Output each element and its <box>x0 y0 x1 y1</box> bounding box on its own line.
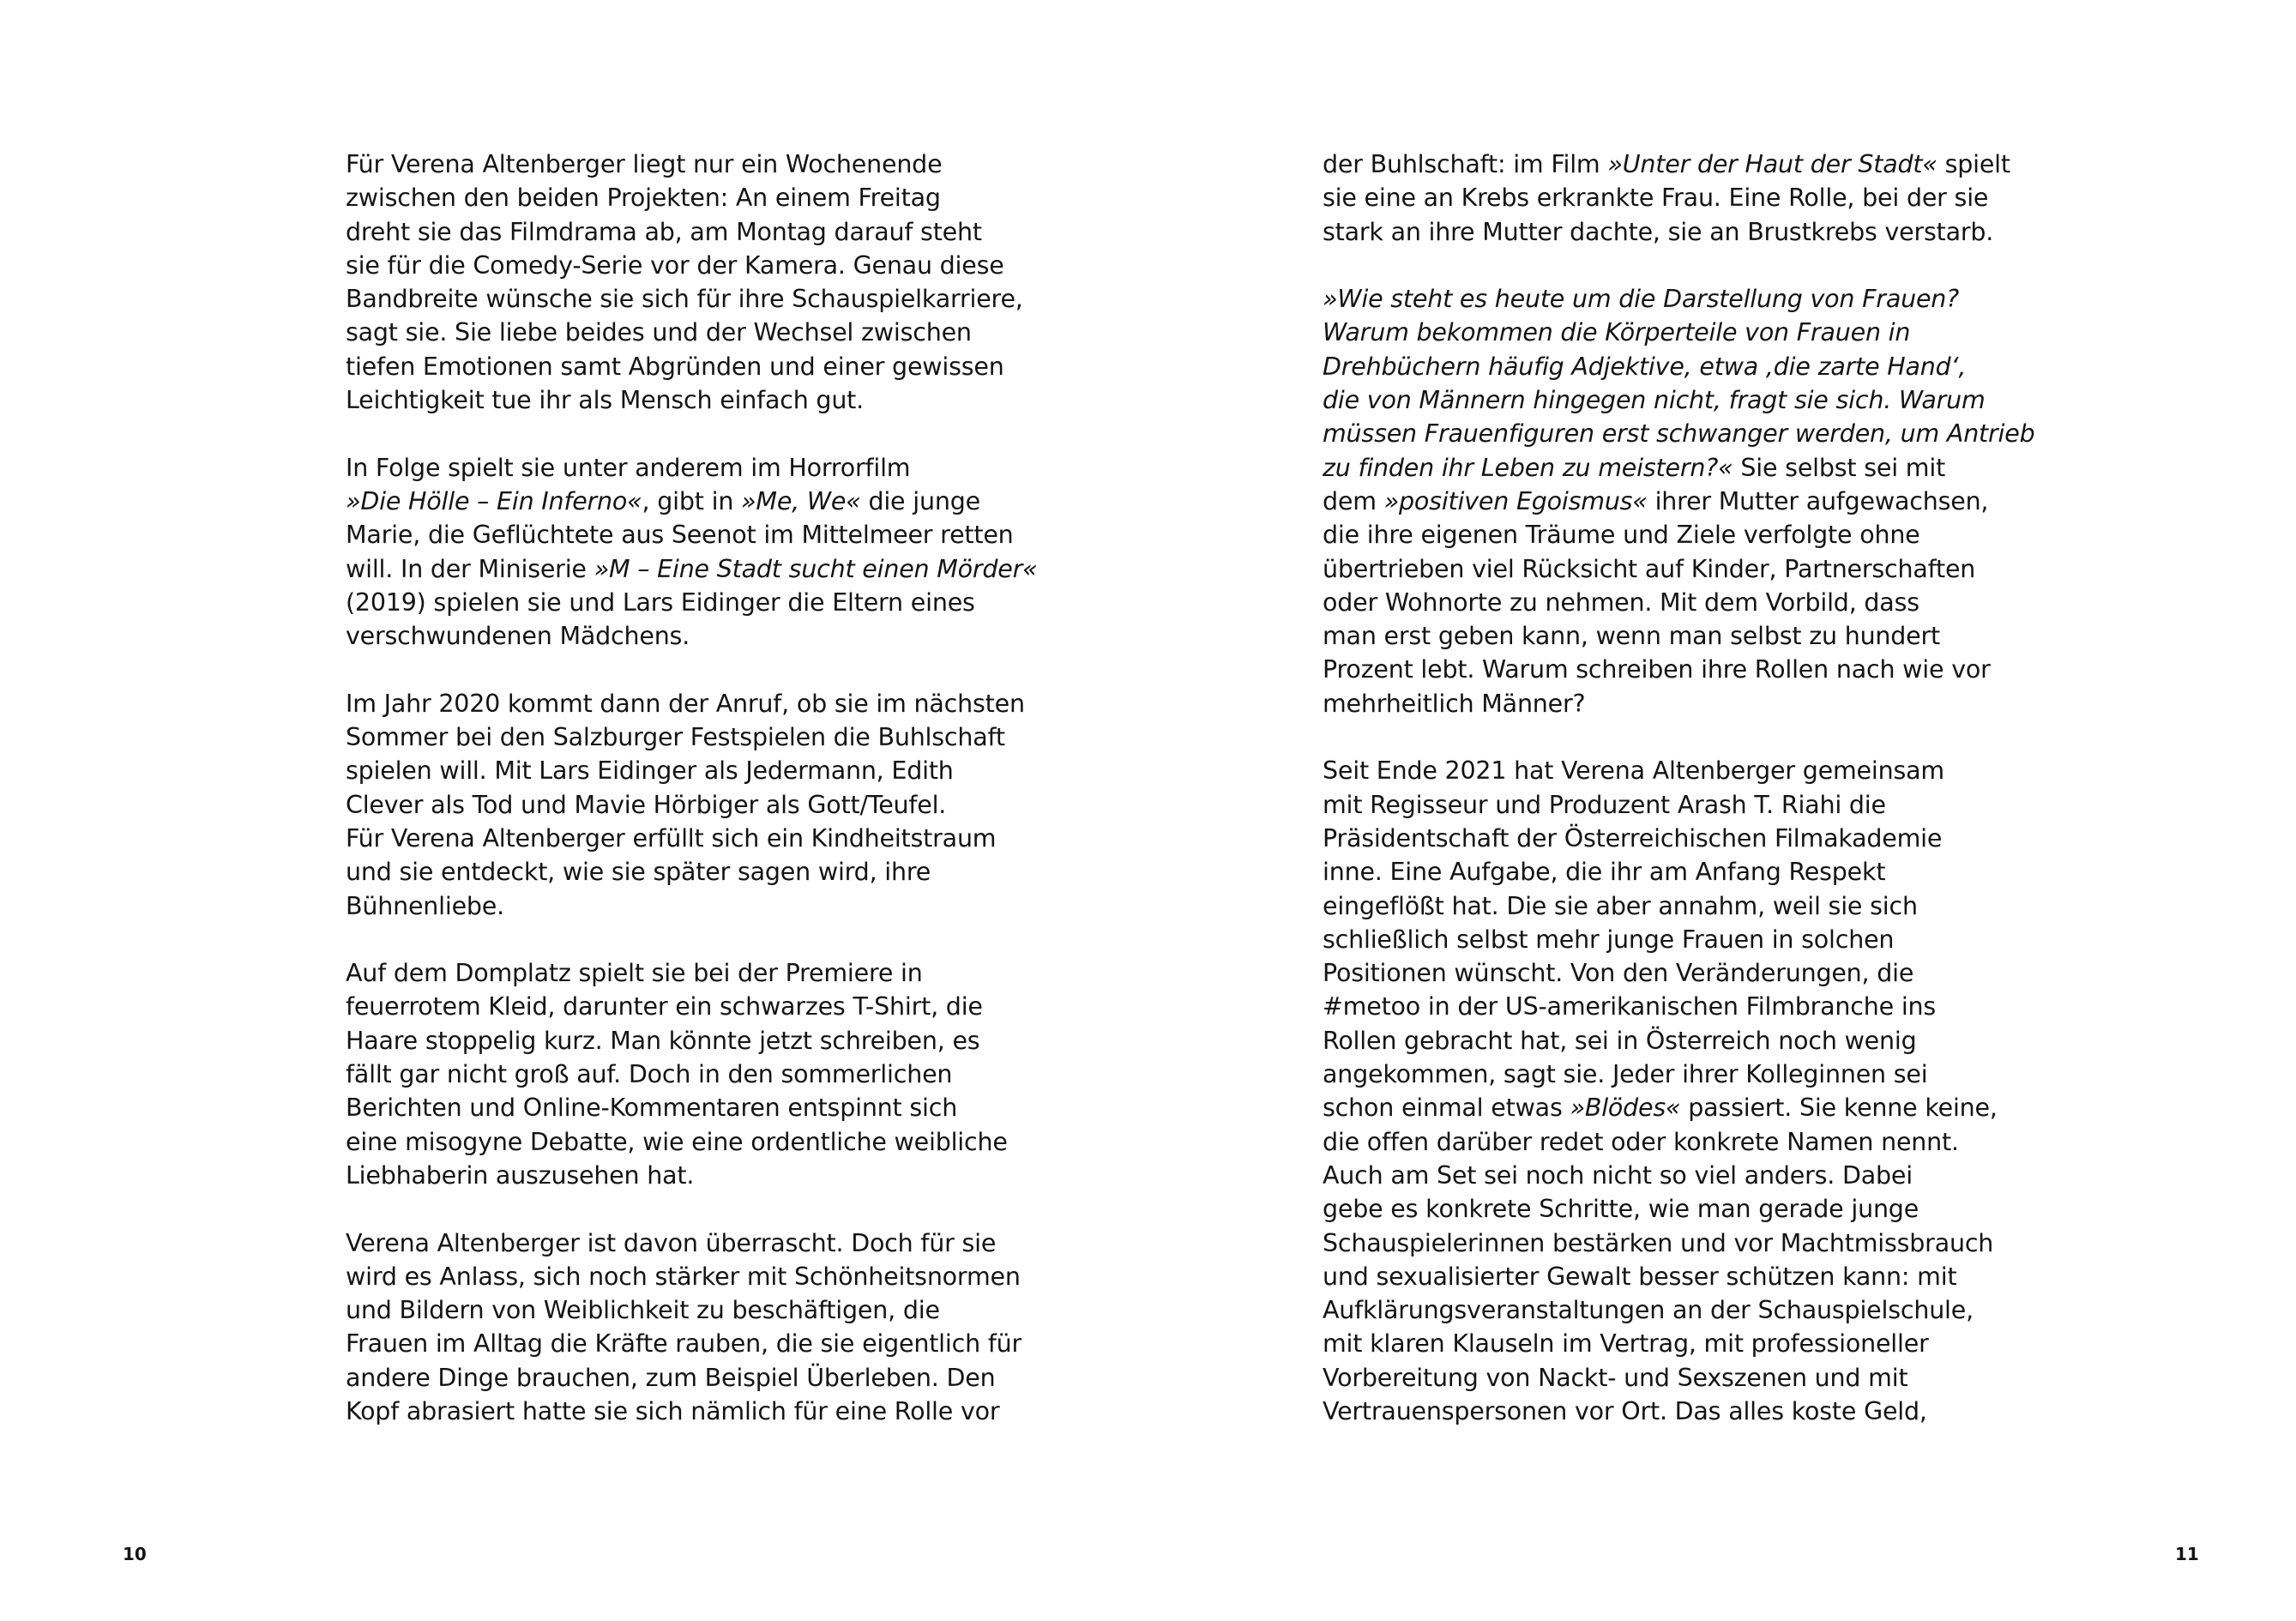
text-run: sagt sie. Sie liebe beides und der Wechsel zwischen <box>346 318 972 347</box>
text-line <box>346 350 1015 383</box>
text-run: Liebhaberin auszusehen hat. <box>346 1160 695 1190</box>
text-run: Bühnenliebe. <box>346 891 504 920</box>
text-line <box>346 383 1015 417</box>
text-run: Vorbereitung von Nackt- und Sexszenen und mit <box>1323 1363 1908 1392</box>
text-line <box>1323 990 1992 1023</box>
italic-run: »Die Hölle – Ein Inferno« <box>346 486 642 515</box>
text-run: mit Regisseur und Produzent Arash T. Riahi die <box>1323 790 1886 819</box>
text-line <box>346 1327 1022 1360</box>
text-line <box>346 956 1015 990</box>
text-run: Rollen gebracht hat, sei in Österreich noch wenig <box>1323 1026 1917 1055</box>
italic-run: »Blödes« <box>1570 1094 1681 1123</box>
text-line <box>1323 148 2010 181</box>
text-run: Aufklärungsveranstaltungen an der Schauspielschule, <box>1323 1296 1974 1325</box>
text-line <box>1323 1058 1992 1091</box>
text-run: inne. Eine Aufgabe, die ihr am Anfang Respekt <box>1323 858 1886 887</box>
text-run: Im Jahr 2020 kommt dann der Anruf, ob sie im nächsten <box>346 689 1025 718</box>
text-line <box>1323 1260 1992 1293</box>
text-line <box>1323 485 1992 518</box>
page-number-left: 10 <box>123 1544 147 1564</box>
italic-run: müssen Frauenfiguren erst schwanger werden, um Antrieb <box>1323 419 2035 449</box>
text-run: Bandbreite wünsche sie sich für ihre Schauspielkarriere, <box>346 285 1023 314</box>
text-run: angekommen, sagt sie. Jeder ihrer Kolleginnen sei <box>1323 1060 1928 1089</box>
paragraph <box>1323 148 2010 249</box>
text-line <box>1323 889 1992 923</box>
text-run: spielt <box>1937 150 2010 178</box>
text-line <box>346 1226 1015 1260</box>
text-run: Kopf abrasiert hatte sie sich nämlich für eine Rolle vor <box>346 1396 1000 1425</box>
italic-run: »positiven Egoismus« <box>1383 486 1648 515</box>
text-run: feuerrotem Kleid, darunter ein schwarzes T-Shirt, die <box>346 992 983 1021</box>
text-line <box>346 518 1015 551</box>
text-line <box>1323 383 1992 417</box>
text-run: Präsidentschaft der Österreichischen Filmakademie <box>1323 823 1943 853</box>
text-run: dreht sie das Filmdrama ab, am Montag darauf steht <box>346 217 982 246</box>
text-run: Vertrauenspersonen vor Ort. Das alles koste Geld, <box>1323 1396 1927 1425</box>
text-line <box>1323 181 1992 214</box>
text-run: man erst geben kann, wenn man selbst zu hundert <box>1323 622 1941 651</box>
text-line <box>346 316 1015 349</box>
text-run: schließlich selbst mehr junge Frauen in solchen <box>1323 925 1895 954</box>
text-line <box>346 1159 1015 1192</box>
text-line <box>346 181 1015 214</box>
text-run: Clever als Tod und Mavie Hörbiger als Gott/Teufel. <box>346 790 947 819</box>
text-line <box>1323 1226 1992 1260</box>
text-run: Frauen im Alltag die Kräfte rauben, die sie eigentlich für <box>346 1329 1022 1359</box>
text-run: Schauspielerinnen bestärken und vor Machtmissbrauch <box>1323 1228 1994 1257</box>
text-line <box>1323 1024 1992 1058</box>
text-run: mit klaren Klauseln im Vertrag, mit professioneller <box>1323 1329 1929 1359</box>
text-run: Auf dem Domplatz spielt sie bei der Premiere in <box>346 959 923 988</box>
text-line <box>1323 653 1992 686</box>
text-run: die ihre eigenen Träume und Ziele verfolgte ohne <box>1323 521 1920 550</box>
text-line <box>346 720 1015 754</box>
text-run: Für Verena Altenberger liegt nur ein Wochenende <box>346 150 943 178</box>
text-line <box>1323 956 1992 990</box>
text-line <box>1323 282 1992 316</box>
text-line <box>1323 1293 1992 1327</box>
text-line <box>1323 1361 1992 1395</box>
text-run: und Bildern von Weiblichkeit zu beschäftigen, die <box>346 1296 940 1325</box>
text-run: stark an ihre Mutter dachte, sie an Brustkrebs verstarb. <box>1323 217 1994 246</box>
text-line <box>1323 687 1992 720</box>
text-line <box>346 855 1015 889</box>
paragraph <box>346 451 1038 654</box>
text-line <box>346 485 1015 518</box>
text-line <box>346 282 1023 316</box>
text-line <box>1323 350 1992 383</box>
text-run: oder Wohnorte zu nehmen. Mit dem Vorbild, dass <box>1323 588 1919 617</box>
text-line <box>1323 1327 1992 1360</box>
text-line <box>1323 518 1992 551</box>
text-run: #metoo in der US-amerikanischen Filmbranche ins <box>1323 992 1937 1021</box>
text-line <box>1323 619 1992 653</box>
text-line <box>1323 822 1992 855</box>
paragraph <box>1323 754 1998 1428</box>
text-run: fällt gar nicht groß auf. Doch in den sommerlichen <box>346 1060 953 1089</box>
paragraph <box>1323 282 2035 720</box>
text-line <box>346 1125 1015 1159</box>
text-run: tiefen Emotionen samt Abgründen und einer gewissen <box>346 352 1004 381</box>
text-line <box>346 148 1015 181</box>
text-line <box>1323 1192 1992 1226</box>
text-run: ihrer Mutter aufgewachsen, <box>1647 486 1989 515</box>
text-line <box>346 990 1015 1023</box>
text-line <box>346 1091 1015 1124</box>
text-run: passiert. Sie kenne keine, <box>1680 1094 1998 1123</box>
text-run: Haare stoppelig kurz. Man könnte jetzt schreiben, es <box>346 1026 980 1055</box>
text-line <box>346 249 1015 282</box>
text-line <box>346 552 1038 586</box>
text-line <box>346 1058 1015 1091</box>
text-line <box>346 1361 1015 1395</box>
text-line <box>346 687 1025 720</box>
text-run: sie eine an Krebs erkrankte Frau. Eine Rolle, bei der sie <box>1323 184 1989 213</box>
text-run: und sexualisierter Gewalt besser schützen kann: mit <box>1323 1262 1957 1291</box>
right-page-text <box>1323 148 2035 1428</box>
italic-run: »Me, We« <box>741 486 861 515</box>
italic-run: die von Männern hingegen nicht, fragt sie sich. Warum <box>1323 386 1986 415</box>
text-line <box>346 619 1015 653</box>
text-run: Positionen wünscht. Von den Veränderungen, die <box>1323 959 1914 988</box>
text-run: übertrieben viel Rücksicht auf Kinder, Partnerschaften <box>1323 554 1976 583</box>
text-run: die offen darüber redet oder konkrete Namen nennt. <box>1323 1127 1959 1156</box>
text-run: eine misogyne Debatte, wie eine ordentliche weibliche <box>346 1127 1008 1156</box>
text-run: , gibt in <box>642 486 742 515</box>
text-line <box>1323 552 1992 586</box>
text-line <box>346 822 1015 855</box>
text-line <box>346 1024 1015 1058</box>
text-run: schon einmal etwas <box>1323 1094 1570 1123</box>
text-line <box>1323 1395 1992 1428</box>
page-number-right: 11 <box>2175 1544 2199 1564</box>
text-line <box>1323 855 1992 889</box>
text-run: spielen will. Mit Lars Eidinger als Jedermann, Edith <box>346 756 954 786</box>
text-line <box>1323 788 1992 822</box>
text-run: und sie entdeckt, wie sie später sagen wird, ihre <box>346 858 931 887</box>
text-run: zwischen den beiden Projekten: An einem Freitag <box>346 184 941 213</box>
left-page-text <box>346 148 1038 1428</box>
text-line <box>1323 586 1992 619</box>
italic-run: zu finden ihr Leben zu meistern?« <box>1323 453 1733 482</box>
text-line <box>346 1395 1015 1428</box>
text-line <box>1323 754 1992 787</box>
text-run: verschwundenen Mädchens. <box>346 622 690 651</box>
text-line <box>1323 923 1992 956</box>
text-run: will. In der Miniserie <box>346 554 594 583</box>
italic-run: »Wie steht es heute um die Darstellung von Frauen? <box>1323 285 1960 314</box>
text-run: Prozent lebt. Warum schreiben ihre Rollen nach wie vor <box>1323 655 1991 684</box>
text-line <box>346 451 1015 485</box>
text-line <box>346 889 1015 923</box>
text-run: Verena Altenberger ist davon überrascht. Doch für sie <box>346 1228 997 1257</box>
text-line <box>346 788 1015 822</box>
text-run: Leichtigkeit tue ihr als Mensch einfach gut. <box>346 386 865 415</box>
text-run: Marie, die Geflüchtete aus Seenot im Mittelmeer retten <box>346 521 1014 550</box>
paragraph <box>346 956 1015 1192</box>
text-run: gebe es konkrete Schritte, wie man gerade junge <box>1323 1195 1919 1224</box>
text-line <box>346 215 1015 249</box>
text-line <box>346 1293 1015 1327</box>
text-line <box>1323 1125 1992 1159</box>
text-run: In Folge spielt sie unter anderem im Horrorfilm <box>346 453 911 482</box>
text-line <box>1323 1159 1992 1192</box>
italic-run: Drehbüchern häufig Adjektive, etwa ‚die zarte Hand‘, <box>1323 352 1967 381</box>
text-run: andere Dinge brauchen, zum Beispiel Überleben. Den <box>346 1363 996 1392</box>
text-run: Berichten und Online-Kommentaren entspinnt sich <box>346 1094 958 1123</box>
text-line <box>346 1260 1021 1293</box>
text-run: Sommer bei den Salzburger Festspielen die Buhlschaft <box>346 723 1005 752</box>
text-line <box>346 754 1015 787</box>
italic-run: »Unter der Haut der Stadt« <box>1607 150 1937 178</box>
text-run: eingeflößt hat. Die sie aber annahm, weil sie sich <box>1323 891 1918 920</box>
text-run: Seit Ende 2021 hat Verena Altenberger gemeinsam <box>1323 756 1944 786</box>
italic-run: Warum bekommen die Körperteile von Frauen in <box>1323 318 1911 347</box>
text-line <box>1323 1091 1998 1124</box>
text-run: Sie selbst sei mit <box>1733 453 1946 482</box>
text-run: sie für die Comedy-Serie vor der Kamera. Genau diese <box>346 250 1004 280</box>
text-run: wird es Anlass, sich noch stärker mit Schönheitsnormen <box>346 1262 1021 1291</box>
text-run: der Buhlschaft: im Film <box>1323 150 1608 178</box>
text-line <box>1323 316 1992 349</box>
text-run: Auch am Set sei noch nicht so viel anders. Dabei <box>1323 1160 1913 1190</box>
paragraph <box>346 1226 1022 1429</box>
text-line <box>1323 215 1992 249</box>
text-line <box>1323 451 1992 485</box>
paragraph <box>346 148 1023 417</box>
text-run: dem <box>1323 486 1384 515</box>
paragraph <box>346 687 1025 923</box>
text-run: Für Verena Altenberger erfüllt sich ein Kindheitstraum <box>346 823 997 853</box>
text-line <box>346 586 1015 619</box>
text-run: die junge <box>860 486 980 515</box>
italic-run: »M – Eine Stadt sucht einen Mörder« <box>594 554 1038 583</box>
text-run: mehrheitlich Männer? <box>1323 689 1586 718</box>
text-run: (2019) spielen sie und Lars Eidinger die Eltern eines <box>346 588 975 617</box>
text-line <box>1323 417 2035 450</box>
